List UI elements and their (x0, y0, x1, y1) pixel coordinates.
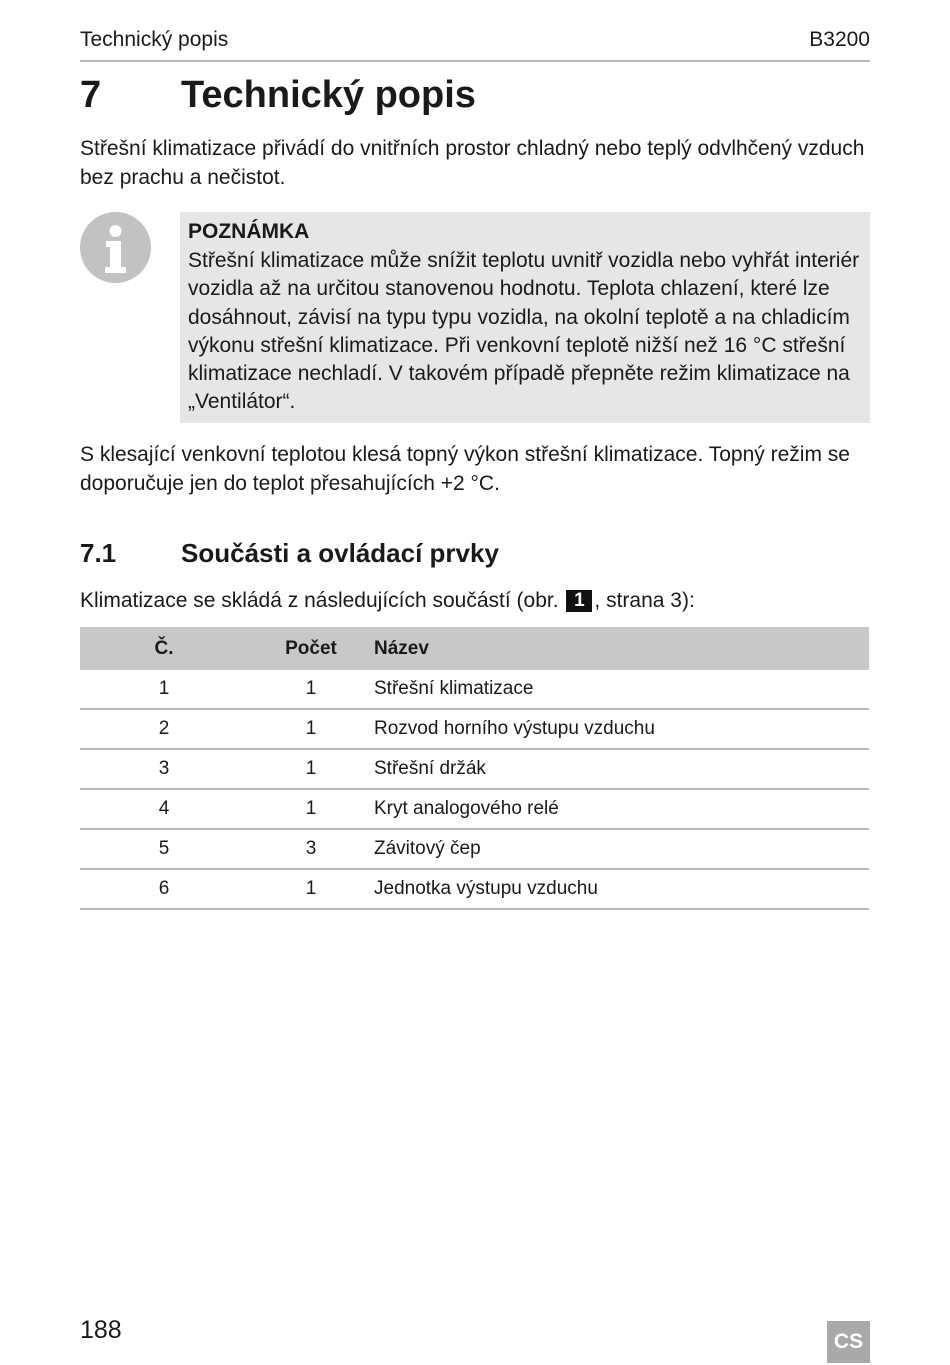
cell-name: Střešní držák (374, 749, 869, 789)
table-row (80, 670, 869, 709)
running-head-model: B3200 (809, 28, 870, 51)
table-row (80, 829, 869, 869)
cell-name: Rozvod horního výstupu vzduchu (374, 709, 869, 749)
cell-quantity: 1 (248, 749, 374, 789)
header-number: Č. (80, 627, 248, 670)
section-title: Součásti a ovládací prvky (181, 538, 499, 568)
cell-quantity: 1 (248, 789, 374, 829)
table-header-row (80, 627, 869, 670)
table-row (80, 709, 869, 749)
chapter-number: 7 (80, 74, 102, 116)
heating-paragraph: S klesající venkovní teplotou klesá topný výkon střešní klimatizace. Topný režim se doporučuje jen do teplot přesahujících +2 °C. (80, 443, 850, 495)
cell-number: 1 (80, 670, 248, 709)
intro-paragraph: Střešní klimatizace přivádí do vnitřních prostor chladný nebo teplý odvlhčený vzduch bez prachu a nečistot. (80, 137, 865, 189)
page-number: 188 (80, 1316, 122, 1344)
language-badge: CS (827, 1321, 870, 1363)
table-row (80, 749, 869, 789)
cell-name: Závitový čep (374, 829, 869, 869)
section-number: 7.1 (80, 538, 117, 568)
cell-number: 3 (80, 749, 248, 789)
cell-quantity: 1 (248, 670, 374, 709)
cell-number: 6 (80, 869, 248, 909)
cell-number: 2 (80, 709, 248, 749)
cell-quantity: 1 (248, 709, 374, 749)
cell-name: Střešní klimatizace (374, 670, 869, 709)
section-intro (80, 586, 870, 615)
cell-number: 4 (80, 789, 248, 829)
note-box (180, 212, 870, 423)
header-name: Název (374, 627, 869, 670)
cell-quantity: 1 (248, 869, 374, 909)
section-intro-page: , strana 3): (594, 589, 695, 612)
section-intro-text: Klimatizace se skládá z následujících součástí (obr. (80, 589, 559, 612)
cell-quantity: 3 (248, 829, 374, 869)
note-title: POZNÁMKA (188, 220, 310, 243)
header-quantity: Počet (248, 627, 374, 670)
running-header (80, 28, 870, 62)
table-row (80, 869, 869, 909)
parts-table (80, 627, 869, 910)
running-head-title: Technický popis (80, 28, 229, 51)
cell-name: Jednotka výstupu vzduchu (374, 869, 869, 909)
note-text: Střešní klimatizace může snížit teplotu uvnitř vozidla nebo vyhřát interiér vozidla až na určitou stanovenou hodnotu. Teplota chlazení, které lze dosáhnout, závisí na typu typu vozidla, na okolní teplotě a na chladicím výkonu střešní klimatizace. Při venkovní teplotě nižší než 16 °C střešní klimatizace nechladí. V takovém případě přepněte režim klimatizace na „Ventilátor“. (188, 249, 860, 414)
info-icon (80, 212, 151, 283)
figure-reference-badge: 1 (566, 590, 592, 612)
cell-number: 5 (80, 829, 248, 869)
chapter-title: Technický popis (181, 74, 476, 116)
cell-name: Kryt analogového relé (374, 789, 869, 829)
table-row (80, 789, 869, 829)
